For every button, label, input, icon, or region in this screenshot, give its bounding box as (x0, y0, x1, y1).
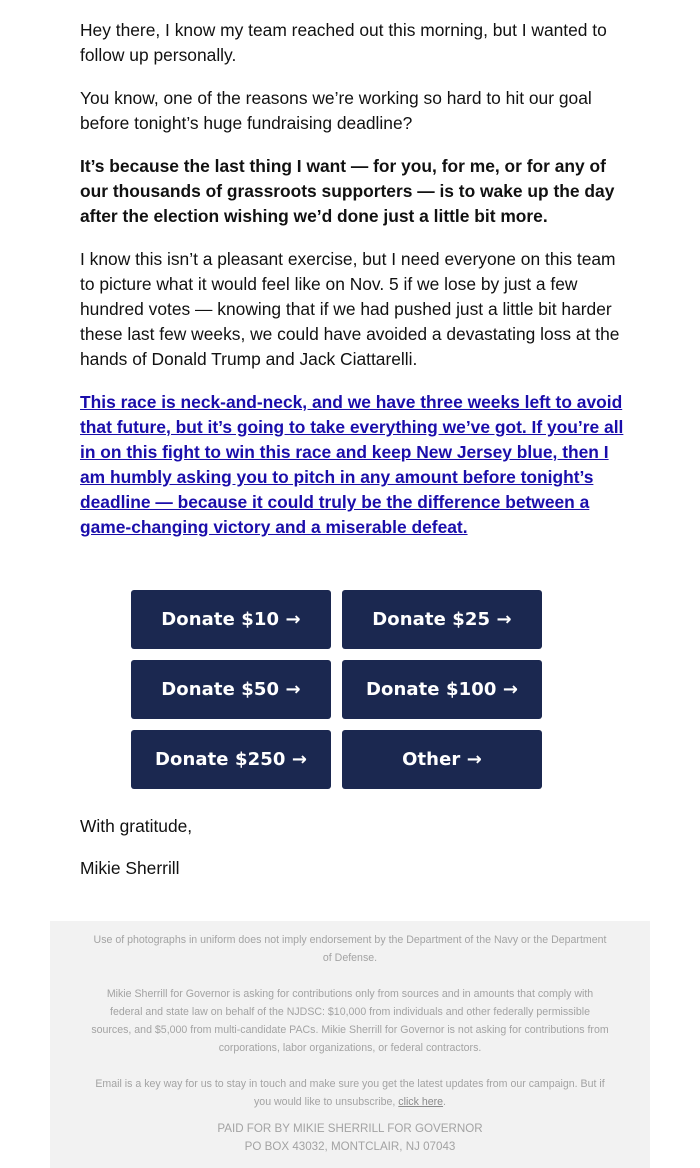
signature: Mikie Sherrill (80, 858, 180, 878)
donation-cta-link[interactable]: This race is neck-and-neck, and we have three weeks left to avoid that future, but it’s going to take everything we’ve got. If you’re all in on this fight to win this race and keep New Jersey blue, then I am humbly asking you to pitch in any amount before tonight’s deadline — because it could truly be the difference between a game-changing victory and a miserable defeat. (80, 392, 624, 537)
donate-250-button[interactable]: Donate $250 → (131, 730, 331, 789)
email-footer (50, 921, 650, 1168)
donate-10-button[interactable]: Donate $10 → (131, 590, 331, 649)
unsubscribe-link[interactable]: click here (398, 1096, 444, 1108)
uniform-disclaimer: Use of photographs in uniform does not imply endorsement by the Department of the Navy or the Department of Defense. (93, 934, 607, 964)
donate-other-button[interactable]: Other → (342, 730, 542, 789)
closing-line: With gratitude, (80, 816, 193, 836)
email-body (80, 18, 625, 558)
unsubscribe-text: Email is a key way for us to stay in touch and make sure you get the latest updates from our campaign. But if you would like to unsubscribe, (95, 1078, 605, 1108)
donate-100-button[interactable]: Donate $100 → (342, 660, 542, 719)
mailing-address: PO BOX 43032, MONTCLAIR, NJ 07043 (244, 1140, 456, 1153)
picture-paragraph: I know this isn’t a pleasant exercise, but I need everyone on this team to picture what it would feel like on Nov. 5 if we lose by just a few hundred votes — knowing that if we had pushed just a little bit harder these last few weeks, we could have avoided a devastating loss at the hands of Donald Trump and Jack Ciattarelli. (80, 249, 620, 369)
paid-for-line: PAID FOR BY MIKIE SHERRILL FOR GOVERNOR (217, 1122, 483, 1135)
goal-paragraph: You know, one of the reasons we’re working so hard to hit our goal before tonight’s huge fundraising deadline? (80, 88, 592, 133)
donate-25-button[interactable]: Donate $25 → (342, 590, 542, 649)
unsubscribe-period: . (443, 1096, 446, 1108)
contribution-disclaimer: Mikie Sherrill for Governor is asking for contributions only from sources and in amounts that comply with federal and state law on behalf of the NJDSC: $10,000 from individuals and other federally permissible sources, and $5,000 from multi-candidate PACs. Mikie Sherrill for Governor is not asking for contributions from corporations, labor organizations, or federal contractors. (91, 988, 609, 1054)
bold-paragraph: It’s because the last thing I want — for you, for me, or for any of our thousands of grassroots supporters — is to wake up the day after the election wishing we’d done just a little bit more. (80, 156, 615, 226)
unsubscribe-notice (90, 1075, 610, 1111)
donate-50-button[interactable]: Donate $50 → (131, 660, 331, 719)
intro-paragraph: Hey there, I know my team reached out this morning, but I wanted to follow up personally. (80, 20, 607, 65)
